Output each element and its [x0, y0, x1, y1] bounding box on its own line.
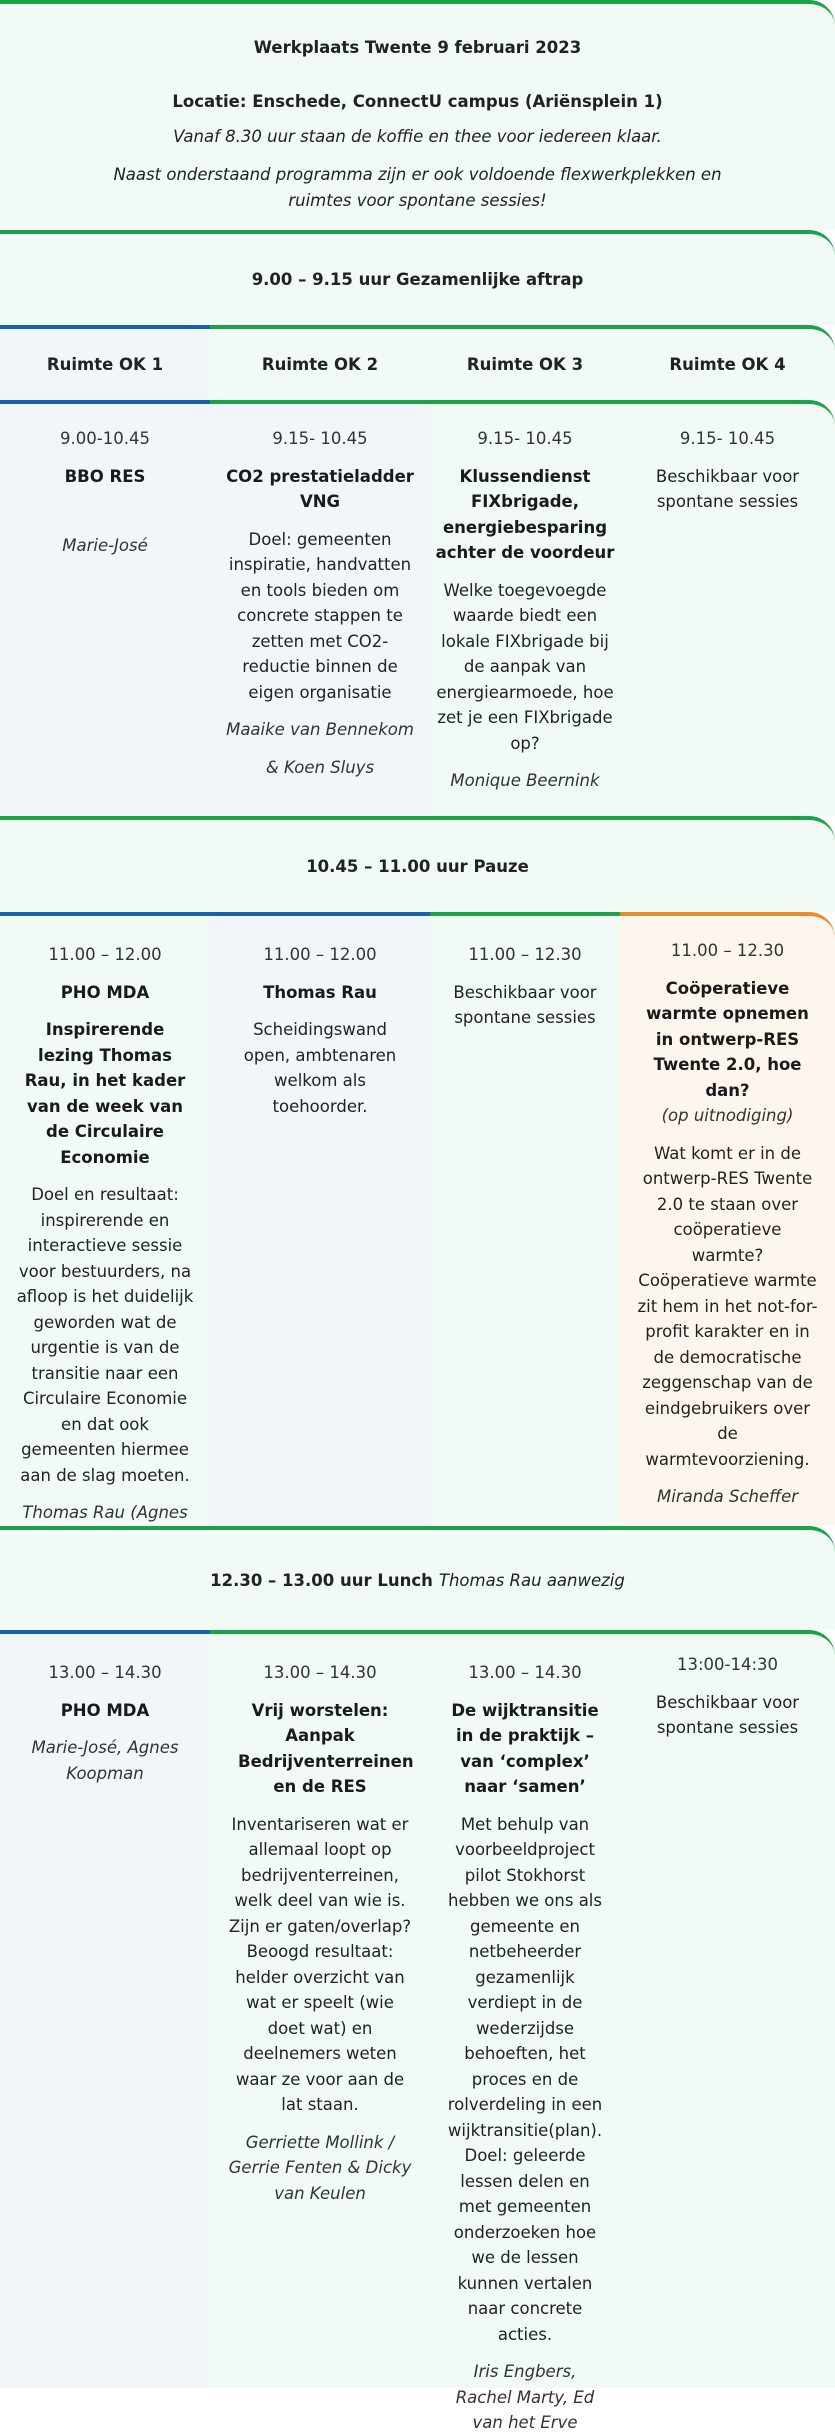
session-title: Klussendienst FIXbrigade, energiebesparing achter de voordeur [435, 466, 615, 562]
session-ok3-block3 [430, 1630, 620, 2432]
session-time: 13:00-14:30 [676, 1655, 779, 1674]
session-person: Gerriette Mollink / Gerrie Fenten & Dicky van Keulen [228, 2132, 412, 2203]
session-row-1 [0, 400, 835, 816]
session-time: 11.00 – 12.00 [48, 945, 162, 964]
session-description: Doel en resultaat: inspirerende en interactieve sessie voor bestuurders, na afloop is het duidelijk geworden wat de urgentie is van de transitie naar een Circulaire Economie en dat ook gemeenten hiermee aan de slag moeten. [16, 1185, 194, 1485]
session-description: Inventariseren wat er allemaal loopt op bedrijventerreinen, welk deel van wie is. Zijn er gaten/overlap? Beoogd resultaat: helder overzicht van wat er speelt (wie doet wat) en deelnemers weten waar ze voor aan de lat staan. [228, 1814, 412, 2114]
session-person: Iris Engbers, Rachel Marty, Ed van het Erve [455, 2362, 595, 2432]
kickoff-band [0, 230, 835, 325]
session-description: Scheidingswand open, ambtenaren welkom als toehoorder. [243, 1020, 397, 1116]
session-ok3-block2 [430, 912, 620, 1526]
location: Locatie: Enschede, ConnectU campus (Ariënsplein 1) [172, 92, 663, 111]
session-title: BBO RES [64, 466, 146, 486]
session-description: Welke toegevoegde waarde biedt een lokale FIXbrigade bij de aanpak van energiearmoede, hoe zet je een FIXbrigade op? [436, 580, 614, 753]
session-title: Thomas Rau [263, 982, 377, 1002]
session-time: 9.00-10.45 [60, 429, 150, 448]
session-ok2-block1 [210, 400, 430, 816]
session-title: PHO MDA [60, 1700, 150, 1720]
flexwork-note: Naast onderstaand programma zijn er ook voldoende flexwerkplekken en ruimtes voor spontane sessies! [113, 165, 722, 210]
session-description: Beschikbaar voor spontane sessies [655, 466, 800, 511]
session-time: 9.15- 10.45 [679, 429, 776, 448]
session-title: De wijktransitie in de praktijk – van ‘complex’ naar ‘samen’ [451, 1700, 599, 1796]
session-ok3-block1 [430, 400, 620, 816]
session-time: 11.00 – 12.30 [468, 945, 582, 964]
session-time: 9.15- 10.45 [477, 429, 573, 448]
session-row-2 [0, 912, 835, 1526]
session-person: Miranda Scheffer [657, 1487, 798, 1506]
session-ok4-block3 [620, 1630, 835, 2388]
session-time: 9.15- 10.45 [272, 429, 368, 448]
pause-band [0, 816, 835, 912]
pause-label: 10.45 – 11.00 uur Pauze [306, 856, 529, 876]
session-title: Coöperatieve warmte opnemen in ontwerp-RES Twente 2.0, hoe dan? [646, 978, 809, 1100]
room-header-2: Ruimte OK 2 [210, 325, 430, 400]
room-header-row [0, 325, 835, 400]
session-person: Marie-José [62, 536, 148, 555]
session-title: Vrij worstelen: Aanpak Bedrijventerreinen en de RES [238, 1700, 414, 1796]
session-ok1-block3 [0, 1630, 210, 2388]
room-header-3: Ruimte OK 3 [430, 325, 620, 400]
session-row-3 [0, 1630, 835, 2432]
session-person: Thomas Rau (Agnes [22, 1503, 188, 1522]
coffee-note: Vanaf 8.30 uur staan de koffie en thee voor iedereen klaar. [173, 127, 662, 146]
session-ok4-block2 [620, 912, 835, 1526]
session-description: Beschikbaar voor spontane sessies [655, 1692, 800, 1737]
lunch-label: 12.30 – 13.00 uur Lunch [210, 1570, 433, 1590]
session-ok2-block3 [210, 1630, 430, 2388]
session-person-2: & Koen Sluys [265, 757, 375, 777]
session-ok4-block1 [620, 400, 835, 816]
page-title: Werkplaats Twente 9 februari 2023 [253, 38, 582, 57]
kickoff-label: 9.00 – 9.15 uur Gezamenlijke aftrap [251, 270, 584, 289]
session-person: Monique Beernink [450, 771, 600, 790]
session-description: Met behulp van voorbeeldproject pilot Stokhorst hebben we ons als gemeente en netbeheerder gezamenlijk verdiept in de wederzijdse behoeften, het proces en de rolverdeling in een wijktransitie(plan). Doel: geleerde lessen delen en met gemeenten onderzoeken hoe we de lessen kunnen vertalen naar concrete acties. [447, 1814, 603, 2344]
session-time: 11.00 – 12.00 [263, 945, 377, 964]
room-header-1: Ruimte OK 1 [0, 325, 210, 400]
lunch-note: Thomas Rau aanwezig [438, 1570, 625, 1590]
session-description: Doel: gemeenten inspiratie, handvatten en tools bieden om concrete stappen te zetten met CO2-reductie binnen de eigen organisatie [228, 529, 412, 702]
session-description: Beschikbaar voor spontane sessies [453, 982, 597, 1027]
session-time: 11.00 – 12.30 [670, 941, 785, 960]
session-ok1-block1 [0, 400, 210, 816]
session-note: (op uitnodiging) [661, 1106, 794, 1125]
lunch-band [0, 1526, 835, 1630]
session-time: 13.00 – 14.30 [263, 1663, 377, 1682]
session-subtitle: Inspirerende lezing Thomas Rau, in het kader van de week van de Circulaire Economie [24, 1020, 186, 1167]
session-person: Marie-José, Agnes Koopman [31, 1738, 179, 1783]
session-ok2-block2 [210, 912, 430, 1526]
session-description: Wat komt er in de ontwerp-RES Twente 2.0 te staan over coöperatieve warmte? Coöperatieve warmte zit hem in het not-for-profit karakter en in de democratische zeggenschap van de eindgebruikers over de warmtevoorziening. [637, 1143, 818, 1469]
session-time: 13.00 – 14.30 [48, 1663, 162, 1682]
session-time: 13.00 – 14.30 [468, 1663, 582, 1682]
room-header-4: Ruimte OK 4 [620, 325, 835, 400]
session-ok1-block2 [0, 912, 210, 1526]
program-header [0, 0, 835, 230]
session-person: Maaike van Bennekom [226, 720, 414, 739]
session-title: PHO MDA [60, 982, 150, 1002]
session-title: CO2 prestatieladder VNG [226, 466, 414, 511]
